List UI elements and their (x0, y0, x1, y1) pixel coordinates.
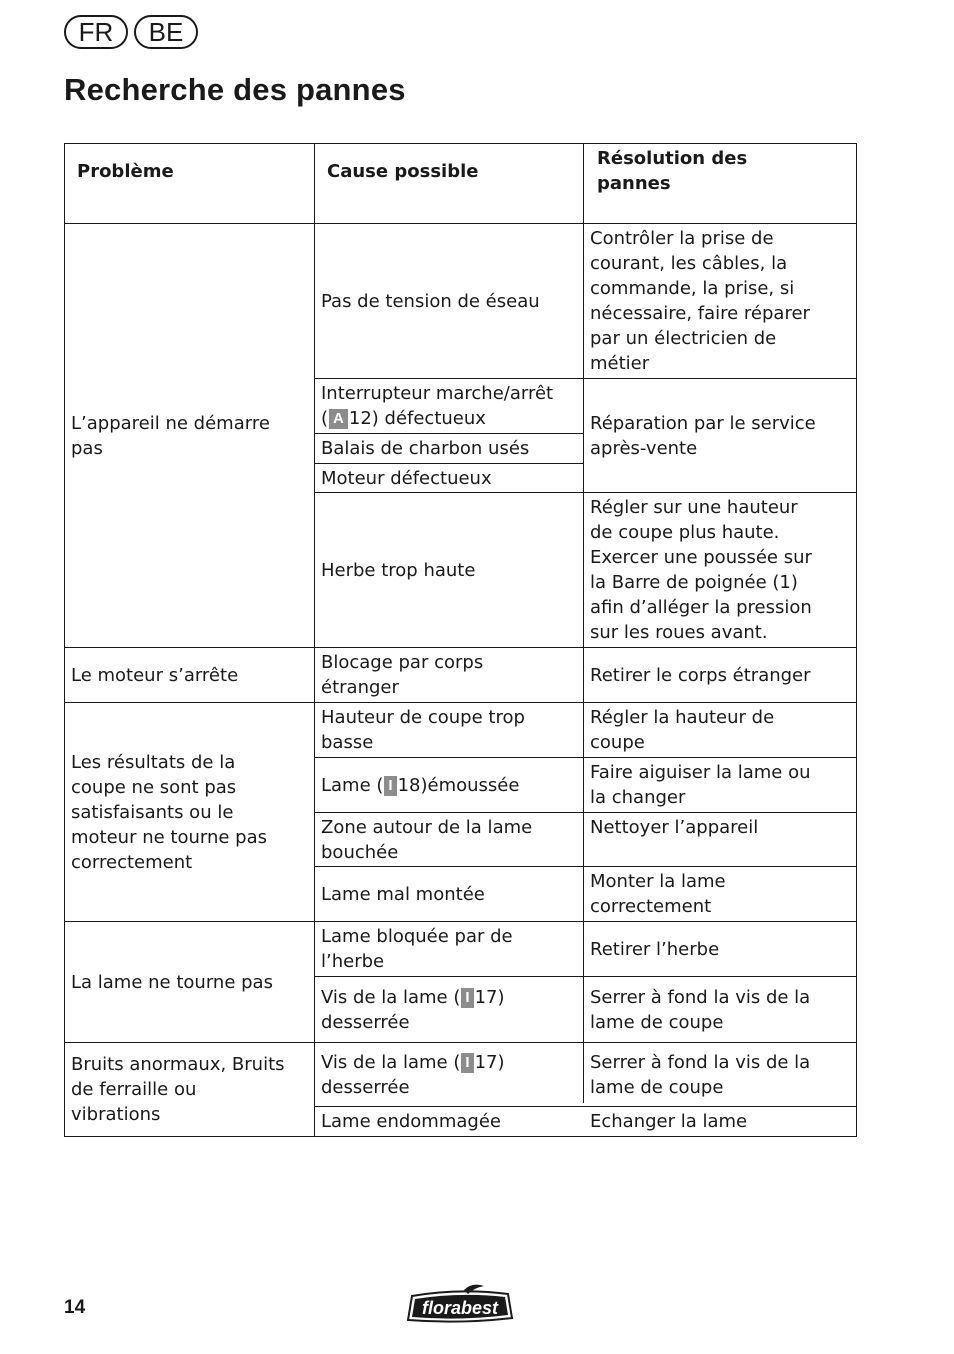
cause-cell: Zone autour de la lame bouchée (321, 816, 533, 863)
solution-cell: Retirer l’herbe (590, 938, 720, 960)
florabest-logo (404, 1284, 516, 1326)
florabest-logo-icon (404, 1284, 516, 1326)
cause-cell: Hauteur de coupe trop basse (321, 707, 525, 753)
cause-cell: Blocage par corps étranger (321, 652, 484, 698)
cause-cell: Pas de tension de éseau (321, 290, 540, 312)
figure-ref-a: A (329, 409, 348, 429)
problem-cell: Les résultats de la coupe ne sont pas satisfaisants ou le moteur ne tourne pas correctement (71, 751, 268, 873)
cause-cell: Lame bloquée par de l’herbe (321, 926, 513, 972)
cause-cell: Lame ( I 18)émoussée (321, 774, 520, 796)
problem-cell: Le moteur s’arrête (71, 664, 239, 686)
cause-cell: Lame mal montée (321, 883, 485, 905)
cause-cell: Lame endommagée (321, 1111, 501, 1132)
cause-cell: Moteur défectueux (321, 467, 492, 489)
solution-cell: Régler sur une hauteur de coupe plus haute. Exercer une poussée sur la Barre de poignée (1) afin d’alléger la pression sur les roues avant. (590, 497, 812, 643)
language-badge-be: BE (134, 15, 198, 49)
problem-cell: Bruits anormaux, Bruits de ferraille ou vibrations (71, 1054, 285, 1125)
solution-cell: Nettoyer l’appareil (590, 817, 759, 838)
solution-cell: Contrôler la prise de courant, les câbles, la commande, la prise, si nécessaire, faire réparer par un électricien de métier (590, 228, 810, 374)
page-number: 14 (64, 1297, 86, 1318)
problem-cell: L’appareil ne démarre pas (71, 412, 270, 459)
solution-cell: Faire aiguiser la lame ou la changer (590, 762, 811, 808)
cause-cell: Balais de charbon usés (321, 438, 530, 459)
solution-cell: Serrer à fond la vis de la lame de coupe (590, 986, 811, 1033)
header-problem: Problème (77, 161, 174, 182)
cause-cell: Herbe trop haute (321, 559, 476, 581)
solution-cell: Réparation par le service après-vente (590, 412, 816, 459)
header-solution: Résolution des pannes (597, 148, 748, 194)
figure-ref-i: I (384, 776, 396, 796)
header-cause: Cause possible (327, 161, 479, 182)
solution-cell: Echanger la lame (590, 1111, 748, 1132)
language-badges (64, 15, 198, 49)
solution-cell: Retirer le corps étranger (590, 664, 811, 686)
figure-ref-i: I (461, 988, 473, 1008)
page-title: Recherche des pannes (64, 72, 406, 107)
problem-cell: La lame ne tourne pas (71, 971, 273, 993)
solution-cell: Régler la hauteur de coupe (590, 707, 775, 753)
cause-cell: Interrupteur marche/arrêt ( A 12) défectueux (321, 383, 554, 429)
cause-cell: Vis de la lame ( I 17) desserrée (321, 1051, 505, 1098)
figure-ref-i: I (461, 1053, 473, 1073)
cause-cell: Vis de la lame ( I 17) desserrée (321, 986, 505, 1033)
language-badge-fr: FR (64, 15, 128, 49)
svg-text:florabest: florabest (421, 1298, 499, 1318)
solution-cell: Serrer à fond la vis de la lame de coupe (590, 1051, 811, 1098)
solution-cell: Monter la lame correctement (590, 871, 726, 917)
